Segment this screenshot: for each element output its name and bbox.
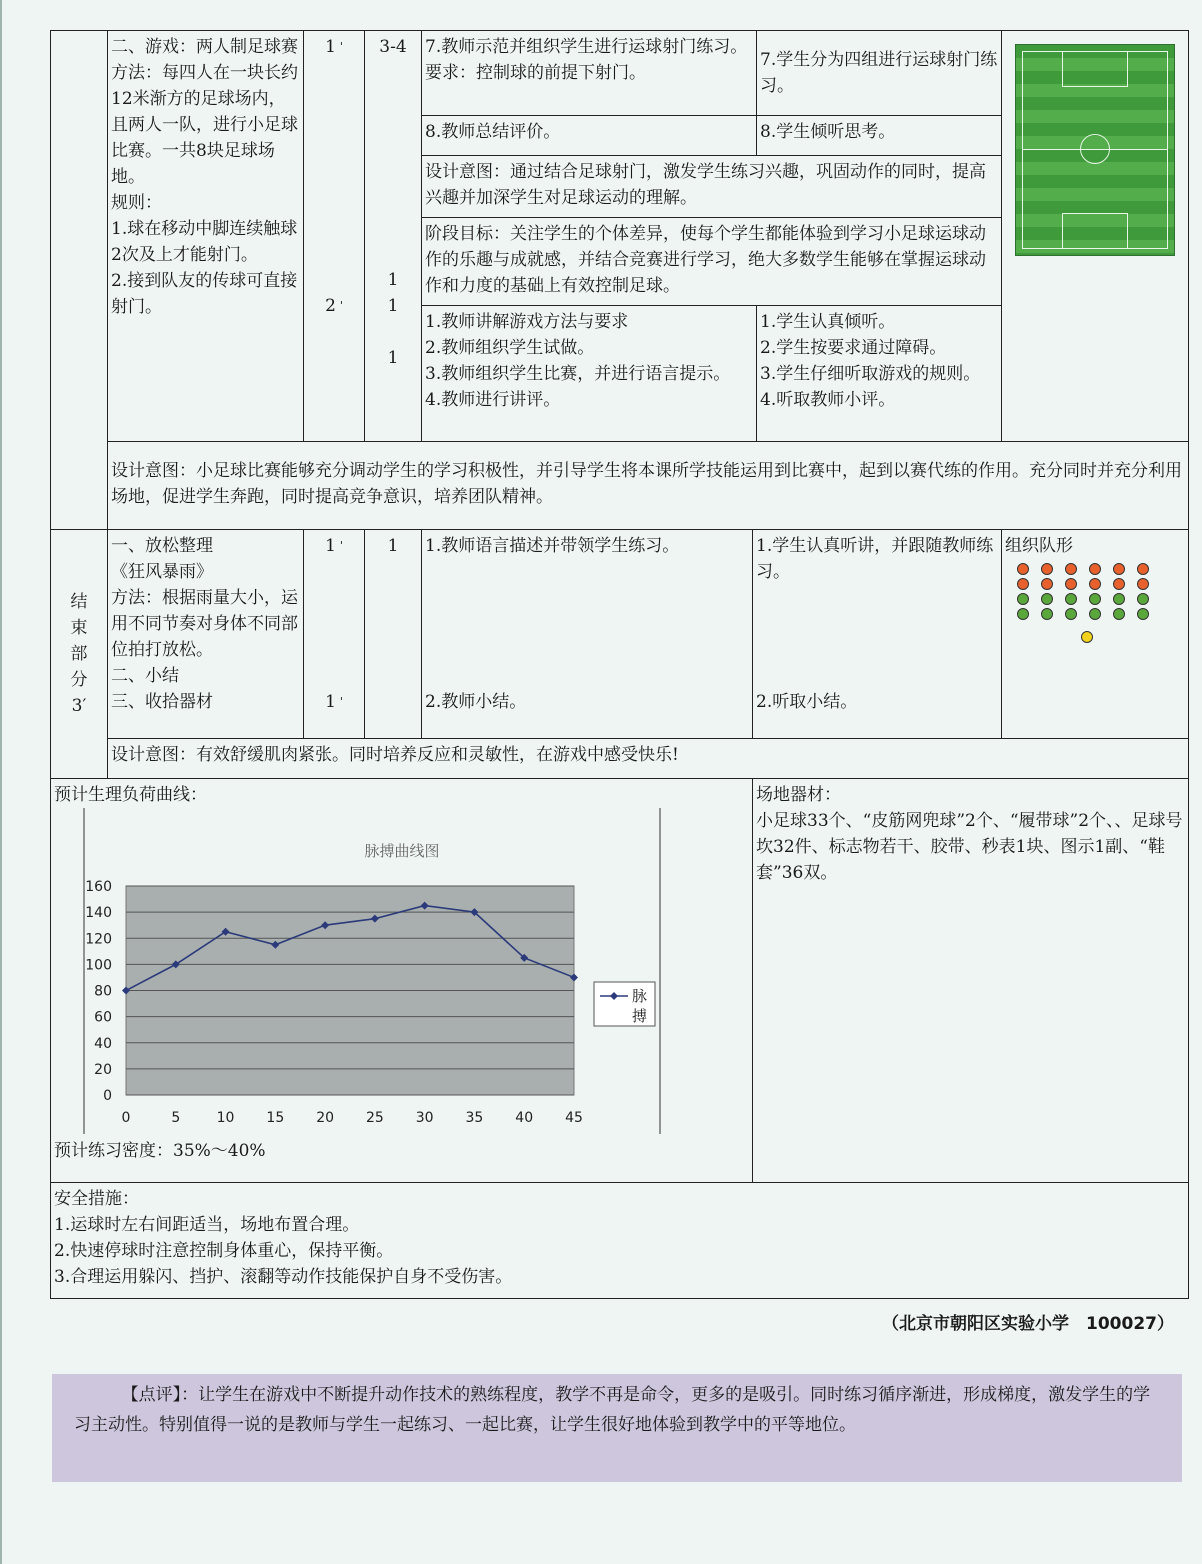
safety-item: 3.合理运用躲闪、挡护、滚翻等动作技能保护自身不受伤害。 — [54, 1267, 513, 1287]
formation-cell — [1002, 530, 1189, 739]
student-dot — [1065, 578, 1077, 590]
ending-teacher-activity: 1.教师语言描述并带领学生练习。 2.教师小结。 — [422, 530, 753, 739]
ending-time-cell: 1 ' 1 ' — [304, 530, 365, 739]
student-dot — [1041, 578, 1053, 590]
student-dot — [1041, 608, 1053, 620]
student-dot — [1089, 578, 1101, 590]
x-tick-label: 25 — [365, 1110, 384, 1126]
review-comment: 【点评】：让学生在游戏中不断提升动作技术的熟练程度，教学不再是命令，更多的是吸引。同时练习循序渐进，形成梯度，激发学生的学习主动性。特别值得一说的是教师与学生一起练习、一起比赛，让学生很好地体验到教学中的平等地位。 — [52, 1374, 1182, 1482]
student-dot — [1137, 608, 1149, 620]
student-dot — [1041, 563, 1053, 575]
game-time-1: 1 — [325, 37, 336, 57]
teacher-activity-8: 8.教师总结评价。 — [422, 116, 757, 156]
load-curve-cell — [51, 779, 753, 1183]
x-tick-label: 15 — [266, 1110, 285, 1126]
student-dot — [1089, 593, 1101, 605]
x-tick-label: 10 — [216, 1110, 235, 1126]
student-dot — [1137, 563, 1149, 575]
lesson-plan-table — [50, 30, 1189, 1299]
game-reps-cell — [365, 31, 422, 442]
student-dot — [1017, 593, 1029, 605]
safety-cell — [51, 1183, 1189, 1299]
pulse-chart-box — [54, 808, 749, 1138]
student-dot — [1137, 593, 1149, 605]
ending-time-2: 1 — [325, 692, 336, 712]
practice-density: 预计练习密度：35%～40% — [54, 1141, 266, 1161]
x-tick-label: 5 — [171, 1110, 181, 1126]
y-tick-label: 40 — [94, 1035, 112, 1052]
student-dot — [1137, 578, 1149, 590]
legend-label: 脉 — [632, 987, 648, 1005]
legend-label: 搏 — [632, 1007, 648, 1025]
game-time-2: 2 — [325, 296, 336, 316]
game-reps-1: 3-4 — [379, 37, 407, 57]
ending-content: 一、放松整理 《狂风暴雨》 方法：根据雨量大小，运用不同节奏对身体不同部位拍打放松。 二、小结 三、收拾器材 — [108, 530, 304, 739]
safety-item: 1.运球时左右间距适当，场地布置合理。 — [54, 1215, 360, 1235]
design-intent-ending: 设计意图：有效舒缓肌肉紧张。同时培养反应和灵敏性，在游戏中感受快乐! — [108, 739, 1189, 779]
field-diagram-cell — [1002, 31, 1189, 442]
x-tick-label: 0 — [121, 1110, 131, 1126]
y-tick-label: 160 — [85, 879, 112, 895]
y-tick-label: 60 — [94, 1009, 112, 1026]
student-dot — [1017, 563, 1029, 575]
x-tick-label: 20 — [316, 1110, 335, 1126]
formation-title: 组织队形 — [1005, 536, 1074, 556]
chart-title: 脉搏曲线图 — [364, 842, 440, 860]
teacher-activity-game: 1.教师讲解游戏方法与要求 2.教师组织学生试做。 3.教师组织学生比赛，并进行语言提示。 4.教师进行讲评。 — [422, 306, 757, 442]
y-tick-label: 80 — [94, 983, 112, 1000]
ending-reps: 1 — [365, 530, 422, 739]
x-tick-label: 45 — [565, 1110, 583, 1126]
x-tick-label: 35 — [465, 1110, 484, 1126]
student-dot — [1113, 608, 1125, 620]
game-time-cell: 1 ' 2 ' — [304, 31, 365, 442]
section-label-empty — [51, 31, 108, 530]
pulse-chart — [54, 808, 694, 1138]
game-reps-2: 1 1 1 — [387, 270, 399, 368]
y-tick-label: 140 — [85, 905, 112, 922]
student-dot — [1065, 608, 1077, 620]
teacher-activity-7: 7.教师示范并组织学生进行运球射门练习。 要求：控制球的前提下射门。 — [422, 31, 757, 116]
design-intent-game: 设计意图：小足球比赛能够充分调动学生的学习积极性，并引导学生将本课所学技能运用到比赛中，起到以赛代练的作用。充分同时并充分利用场地，促进学生奔跑，同时提高竞争意识，培养团队精神。 — [108, 442, 1189, 530]
x-tick-label: 40 — [515, 1110, 534, 1126]
y-tick-label: 20 — [94, 1061, 112, 1078]
x-tick-label: 30 — [415, 1110, 434, 1126]
student-dot — [1017, 608, 1029, 620]
equipment-cell — [753, 779, 1189, 1183]
student-dot — [1041, 593, 1053, 605]
student-activity-7: 7.学生分为四组进行运球射门练习。 — [757, 31, 1002, 116]
safety-title: 安全措施： — [54, 1189, 139, 1209]
ending-time-1: 1 — [325, 536, 336, 556]
formation-diagram — [1005, 559, 1185, 649]
student-dot — [1089, 608, 1101, 620]
y-tick-label: 120 — [85, 931, 112, 948]
y-tick-label: 0 — [103, 1088, 112, 1104]
equipment-text: 小足球33个、“皮筋网兜球”2个、“履带球”2个、、足球号坎32件、标志物若干、胶带、秒表1块、图示1副、“鞋套”36双。 — [756, 811, 1183, 883]
student-dot — [1113, 578, 1125, 590]
left-border — [0, 0, 2, 1564]
ending-student-activity: 1.学生认真听讲，并跟随教师练习。 2.听取小结。 — [753, 530, 1002, 739]
load-curve-title: 预计生理负荷曲线： — [54, 785, 207, 805]
soccer-field-diagram — [1015, 44, 1175, 256]
game-content: 二、游戏：两人制足球赛 方法：每四人在一块长约12米渐方的足球场内，且两人一队，进行小足球比赛。一共8块足球场地。 规则： 1.球在移动中脚连续触球2次及上才能射门。 2.接到队友的传球可直接射门。 — [108, 31, 304, 442]
student-dot — [1089, 563, 1101, 575]
section-label-ending: 结 束 部 分 3′ — [51, 530, 108, 779]
student-dot — [1065, 593, 1077, 605]
school-name: （北京市朝阳区实验小学 100027） — [882, 1314, 1174, 1334]
student-dot — [1113, 593, 1125, 605]
student-dot — [1113, 563, 1125, 575]
student-dot — [1017, 578, 1029, 590]
student-activity-game: 1.学生认真倾听。 2.学生按要求通过障碍。 3.学生仔细听取游戏的规则。 4.听取教师小评。 — [757, 306, 1002, 442]
y-tick-label: 100 — [85, 957, 112, 974]
design-intent-shooting: 设计意图：通过结合足球射门，激发学生练习兴趣，巩固动作的同时，提高兴趣并加深学生对足球运动的理解。 — [422, 156, 1002, 218]
stage-goal: 阶段目标：关注学生的个体差异，使每个学生都能体验到学习小足球运球动作的乐趣与成就感，并结合竞赛进行学习，绝大多数学生能够在掌握运球动作和力度的基础上有效控制足球。 — [422, 218, 1002, 306]
teacher-dot — [1081, 631, 1093, 643]
equipment-title: 场地器材： — [756, 785, 841, 805]
safety-item: 2.快速停球时注意控制身体重心，保持平衡。 — [54, 1241, 394, 1261]
student-activity-8: 8.学生倾听思考。 — [757, 116, 1002, 156]
student-dot — [1065, 563, 1077, 575]
